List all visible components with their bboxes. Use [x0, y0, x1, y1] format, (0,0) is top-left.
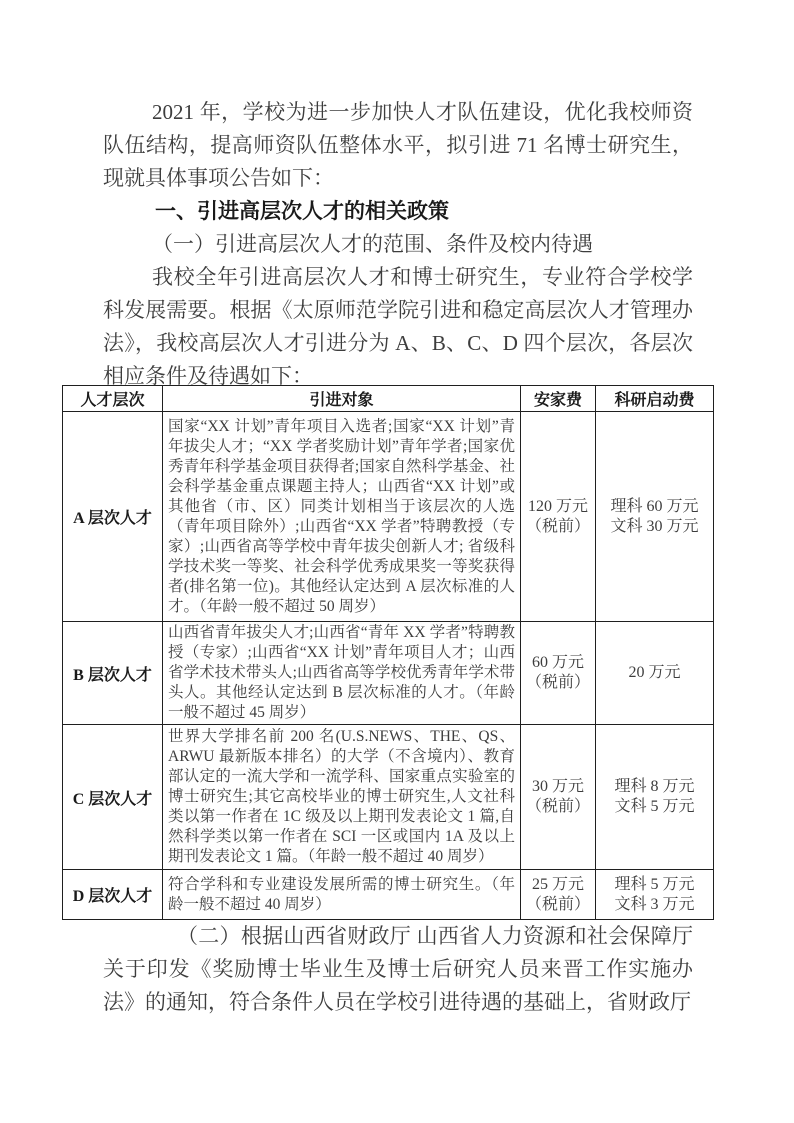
- tier-a-targets: 国家“XX 计划”青年项目入选者;国家“XX 计划”青年拔尖人才；“XX 学者奖励计划”青年学者;国家优秀青年科学基金项目获得者;国家自然科学基金、社会科学基金重点课题主持人；山西省“XX 计划”或其他省（市、区）同类计划相当于该层次的人选（青年项目除外）;山西省“XX 学者”特聘教授（专家）;山西省高等学校中青年拔尖创新人才; 省级科学技术奖一等奖、社会科学优秀成果奖一等奖获得者(排名第一位)。其他经认定达到 A 层次标准的人才。（年龄一般不超过 50 周岁）: [163, 412, 521, 622]
- talent-tier-table: [62, 385, 714, 920]
- fee-line: 文科 3 万元: [614, 895, 695, 913]
- paragraph-subsidy-notice: （二）根据山西省财政厅 山西省人力资源和社会保障厅关于印发《奖励博士毕业生及博士后研究人员来晋工作实施办法》的通知，符合条件人员在学校引进待遇的基础上，省财政厅: [103, 924, 693, 1014]
- tier-b-settling-fee: [521, 622, 596, 725]
- table-row-tier-d: [63, 870, 714, 920]
- table-row-tier-b: [63, 622, 714, 725]
- tier-c-label: C 层次人才: [63, 725, 163, 870]
- fee-line: （税前）: [525, 895, 590, 913]
- tier-c-settling-fee: [521, 725, 596, 870]
- tier-b-label: B 层次人才: [63, 622, 163, 725]
- fee-line: 理科 5 万元: [614, 875, 695, 893]
- tier-d-research-fund: [596, 870, 714, 920]
- fee-line: 文科 5 万元: [614, 798, 695, 815]
- tier-c-targets: 世界大学排名前 200 名(U.S.NEWS、THE、QS、ARWU 最新版本排名）的大学（不含境内）、教育部认定的一流大学和一流学科、国家重点实验室的博士研究生;其它高校毕业的博士研究生,人文社科类以第一作者在 1C 级及以上期刊发表论文 1 篇,自然科学类以第一作者在 SCI 一区或国内 1A 及以上期刊发表论文 1 篇。（年龄一般不超过 40 周岁）: [163, 725, 521, 870]
- tier-a-label: A 层次人才: [63, 412, 163, 622]
- fee-line: 文科 30 万元: [610, 517, 699, 535]
- fee-line: （税前）: [525, 674, 590, 691]
- paragraph-intro: 2021 年，学校为进一步加快人才队伍建设，优化我校师资队伍结构，提高师资队伍整体水平，拟引进 71 名博士研究生，现就具体事项公告如下：: [103, 100, 693, 190]
- table-row-tier-c: [63, 725, 714, 870]
- fee-line: 120 万元: [527, 497, 588, 515]
- table-row-tier-a: [63, 412, 714, 622]
- tier-b-research-fund: [596, 622, 714, 725]
- tier-b-targets: 山西省青年拔尖人才;山西省“青年 XX 学者”特聘教授（专家）;山西省“XX 计划”青年项目人才；山西省学术技术带头人;山西省高等学校优秀青年学术带头人。其他经认定达到 B 层次标准的人才。（年龄一般不超过 45 周岁）: [163, 622, 521, 725]
- fee-line: （税前）: [525, 798, 590, 815]
- section-heading-policies: 一、引进高层次人才的相关政策: [155, 199, 449, 223]
- tier-a-settling-fee: [521, 412, 596, 622]
- header-cell-targets: 引进对象: [163, 386, 521, 412]
- fee-line: 20 万元: [628, 664, 681, 681]
- tier-d-label: D 层次人才: [63, 870, 163, 920]
- fee-line: 60 万元: [531, 654, 584, 671]
- tier-c-research-fund: [596, 725, 714, 870]
- fee-line: 30 万元: [531, 778, 584, 795]
- header-cell-tier: 人才层次: [63, 386, 163, 412]
- tier-d-settling-fee: [521, 870, 596, 920]
- subsection-heading-scope: （一）引进高层次人才的范围、条件及校内待遇: [152, 232, 593, 256]
- header-cell-research-fund: 科研启动费: [596, 386, 714, 412]
- header-cell-settling-fee: 安家费: [521, 386, 596, 412]
- tier-d-targets: 符合学科和专业建设发展所需的博士研究生。（年龄一般不超过 40 周岁）: [163, 870, 521, 920]
- fee-line: 理科 60 万元: [610, 497, 699, 515]
- paragraph-policy: 我校全年引进高层次人才和博士研究生，专业符合学校学科发展需要。根据《太原师范学院引进和稳定高层次人才管理办法》，我校高层次人才引进分为 A、B、C、D 四个层次，各层次相应条件及待遇如下：: [103, 265, 693, 388]
- fee-line: 理科 8 万元: [614, 778, 695, 795]
- fee-line: （税前）: [525, 517, 590, 535]
- fee-line: 25 万元: [531, 875, 584, 893]
- tier-a-research-fund: [596, 412, 714, 622]
